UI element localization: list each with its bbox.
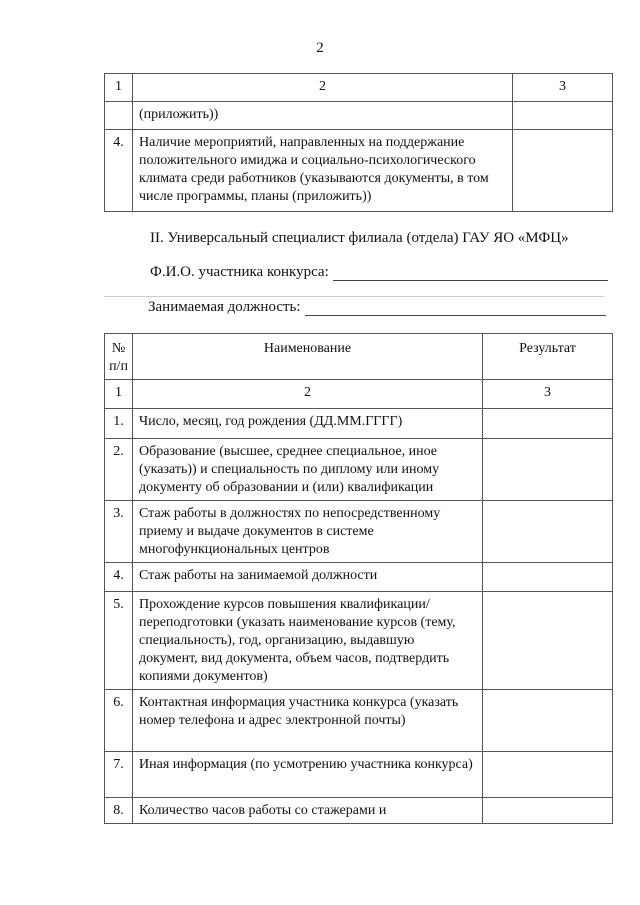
result-cell[interactable]	[483, 798, 613, 824]
result-cell[interactable]	[483, 563, 613, 592]
result-cell[interactable]	[483, 501, 613, 563]
row-number: 5.	[105, 592, 133, 690]
row-number: 4.	[105, 130, 133, 212]
table-row	[105, 130, 613, 212]
column-header-name: Наименование	[133, 334, 483, 380]
result-cell[interactable]	[483, 592, 613, 690]
table-row	[105, 690, 613, 752]
result-cell[interactable]	[513, 102, 613, 130]
column-header-number: № п/п	[105, 334, 133, 380]
table-row	[105, 501, 613, 563]
fio-field	[150, 264, 608, 281]
table-header-row	[105, 334, 613, 380]
row-number: 8.	[105, 798, 133, 824]
table-row	[105, 752, 613, 798]
table-row	[105, 798, 613, 824]
row-text: Стаж работы в должностях по непосредственному приему и выдаче документов в системе многофункциональных центров	[133, 501, 483, 563]
separator-line	[104, 296, 604, 297]
table-row	[105, 439, 613, 501]
row-number: 3.	[105, 501, 133, 563]
section-title: II. Универсальный специалист филиала (отдела) ГАУ ЯО «МФЦ»	[150, 230, 569, 246]
position-label: Занимаемая должность:	[148, 299, 301, 315]
row-number	[105, 102, 133, 130]
position-input-line[interactable]	[305, 300, 606, 316]
column-index-2: 2	[133, 74, 513, 102]
row-text: Число, месяц, год рождения (ДД.ММ.ГГГГ)	[133, 409, 483, 439]
row-number: 2.	[105, 439, 133, 501]
position-field	[148, 299, 606, 316]
table-row	[105, 592, 613, 690]
participant-info-table	[104, 333, 613, 824]
column-index-2: 2	[133, 380, 483, 409]
result-cell[interactable]	[513, 130, 613, 212]
row-text: Количество часов работы со стажерами и	[133, 798, 483, 824]
row-number: 6.	[105, 690, 133, 752]
column-index-1: 1	[105, 74, 133, 102]
result-cell[interactable]	[483, 690, 613, 752]
table-row	[105, 409, 613, 439]
row-text: Иная информация (по усмотрению участника конкурса)	[133, 752, 483, 798]
column-index-1: 1	[105, 380, 133, 409]
row-number: 7.	[105, 752, 133, 798]
result-cell[interactable]	[483, 439, 613, 501]
row-number: 1.	[105, 409, 133, 439]
result-cell[interactable]	[483, 409, 613, 439]
column-index-3: 3	[483, 380, 613, 409]
column-index-3: 3	[513, 74, 613, 102]
table-row	[105, 102, 613, 130]
row-text: Прохождение курсов повышения квалификации/переподготовки (указать наименование курсов (тему, специальность), год, организацию, выдавшую документ, вид документа, объем часов, подтвердить копиями документов)	[133, 592, 483, 690]
table-index-row	[105, 380, 613, 409]
row-text: Контактная информация участника конкурса (указать номер телефона и адрес электронной почты)	[133, 690, 483, 752]
criteria-table-continued	[104, 73, 613, 212]
column-header-result: Результат	[483, 334, 613, 380]
fio-label: Ф.И.О. участника конкурса:	[150, 264, 329, 280]
page-number: 2	[316, 40, 324, 56]
table-header-row	[105, 74, 613, 102]
row-text: (приложить))	[133, 102, 513, 130]
row-number: 4.	[105, 563, 133, 592]
row-text: Образование (высшее, среднее специальное, иное (указать)) и специальность по диплому или иному документу об образовании и (или) квалификации	[133, 439, 483, 501]
fio-input-line[interactable]	[333, 265, 608, 281]
table-row	[105, 563, 613, 592]
row-text: Наличие мероприятий, направленных на поддержание положительного имиджа и социально-психологического климата среди работников (указываются документы, в том числе программы, планы (приложить))	[133, 130, 513, 212]
row-text: Стаж работы на занимаемой должности	[133, 563, 483, 592]
result-cell[interactable]	[483, 752, 613, 798]
